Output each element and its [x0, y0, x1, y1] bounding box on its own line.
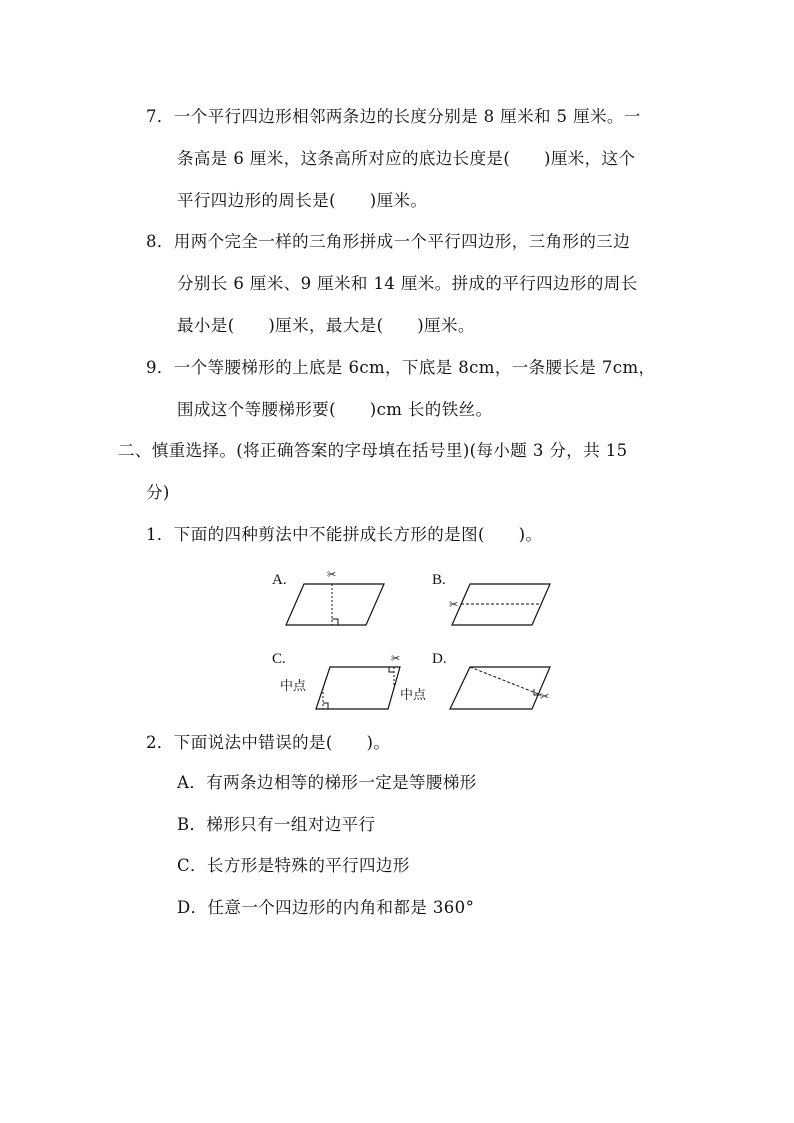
midpoint-label-right: 中点 — [400, 688, 427, 703]
q8-line-3: 最小是( )厘米，最大是( )厘米。 — [177, 316, 475, 335]
cut-line-d — [470, 667, 541, 695]
cutting-figure — [260, 562, 560, 717]
parallelogram-d — [450, 667, 550, 709]
parallelogram-c — [316, 667, 400, 709]
scissors-icon: ✂ — [449, 598, 459, 611]
label-c: C. — [272, 651, 286, 667]
q8-line-1: 8．用两个完全一样的三角形拼成一个平行四边形，三角形的三边 — [146, 232, 631, 251]
q2-2-option-c: C．长方形是特殊的平行四边形 — [177, 856, 410, 875]
scissors-icon: ✂ — [391, 652, 401, 665]
q2-2-stem: 2．下面说法中错误的是( )。 — [146, 733, 391, 752]
section-2-heading-cont: 分) — [146, 483, 170, 502]
midpoint-label-left: 中点 — [280, 679, 307, 694]
right-angle-mark-c-left — [323, 703, 328, 709]
q9-line-1: 9．一个等腰梯形的上底是 6cm，下底是 8cm，一条腰长是 7cm， — [146, 358, 656, 377]
q2-2-option-d: D．任意一个四边形的内角和都是 360° — [177, 898, 475, 917]
q2-2-option-a: A．有两条边相等的梯形一定是等腰梯形 — [177, 773, 477, 792]
label-b: B. — [432, 572, 446, 588]
section-2-heading: 二、慎重选择。(将正确答案的字母填在括号里)(每小题 3 分，共 15 — [118, 441, 628, 460]
q7-line-3: 平行四边形的周长是( )厘米。 — [177, 191, 428, 210]
q2-1-stem: 1．下面的四种剪法中不能拼成长方形的是图( )。 — [146, 525, 543, 544]
label-d: D. — [432, 651, 447, 667]
scissors-icon: ✂ — [540, 690, 550, 703]
right-angle-mark-c-right — [389, 667, 394, 672]
q9-line-2: 围成这个等腰梯形要( )cm 长的铁丝。 — [177, 400, 493, 419]
q8-line-2: 分别长 6 厘米、9 厘米和 14 厘米。拼成的平行四边形的周长 — [177, 274, 638, 293]
q7-line-1: 7．一个平行四边形相邻两条边的长度分别是 8 厘米和 5 厘米。一 — [146, 107, 641, 126]
q7-line-2: 条高是 6 厘米，这条高所对应的底边长度是( )厘米，这个 — [177, 149, 636, 168]
q2-2-option-b: B．梯形只有一组对边平行 — [177, 815, 376, 834]
label-a: A. — [272, 572, 287, 588]
scissors-icon: ✂ — [327, 568, 337, 581]
right-angle-mark-a — [332, 619, 338, 625]
